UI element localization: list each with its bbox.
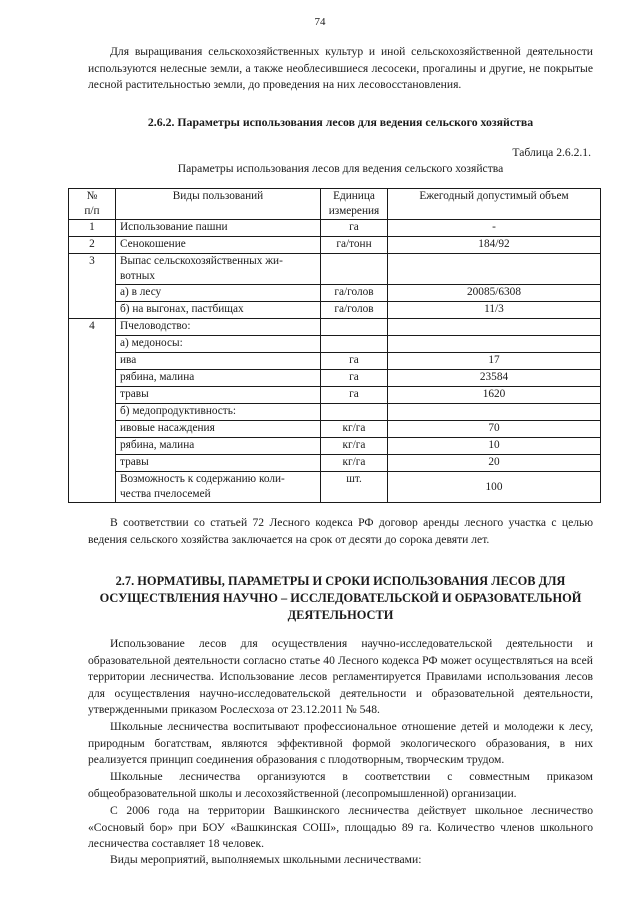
header-kind: Виды пользований	[116, 189, 321, 220]
table-row	[69, 302, 601, 319]
cell-num: 2	[69, 237, 116, 254]
section-2-6-2-title: 2.6.2. Параметры использования лесов для ведения сельского хозяйства	[147, 115, 534, 129]
cell-unit: га/тонн	[321, 237, 388, 254]
cell-kind-line2: чества пчелосемей	[120, 488, 211, 500]
cell-num: 3	[69, 254, 116, 285]
table-row	[69, 336, 601, 353]
cell-num-empty	[69, 285, 116, 302]
cell-kind-line1: Выпас сельскохозяйственных жи-	[120, 255, 283, 267]
cell-volume: 10	[388, 438, 601, 455]
cell-kind: ивовые насаждения	[116, 421, 321, 438]
cell-volume-empty	[388, 254, 601, 285]
cell-unit-empty	[321, 336, 388, 353]
cell-unit: га	[321, 220, 388, 237]
cell-num-empty	[69, 353, 116, 370]
cell-kind	[116, 254, 321, 285]
cell-unit: га/голов	[321, 285, 388, 302]
cell-num-empty	[69, 438, 116, 455]
cell-volume: 100	[388, 472, 601, 503]
header-unit-line2: измерения	[328, 205, 380, 217]
cell-volume: 20085/6308	[388, 285, 601, 302]
table-row	[69, 353, 601, 370]
cell-unit: кг/га	[321, 421, 388, 438]
cell-volume: 184/92	[388, 237, 601, 254]
table-row	[69, 237, 601, 254]
header-num-line2: п/п	[84, 205, 100, 217]
cell-unit-empty	[321, 319, 388, 336]
table-row	[69, 472, 601, 503]
cell-num: 4	[69, 319, 116, 336]
cell-volume: 17	[388, 353, 601, 370]
header-unit	[321, 189, 388, 220]
cell-unit: кг/га	[321, 455, 388, 472]
section-2-7-title: 2.7. НОРМАТИВЫ, ПАРАМЕТРЫ И СРОКИ ИСПОЛЬЗОВАНИЯ ЛЕСОВ ДЛЯ ОСУЩЕСТВЛЕНИЯ НАУЧНО – ИССЛЕДОВАТЕЛЬСКОЙ И ОБРАЗОВАТЕЛЬНОЙ ДЕЯТЕЛЬНОСТИ	[99, 574, 582, 622]
cell-num-empty	[69, 472, 116, 503]
cell-kind: Использование пашни	[116, 220, 321, 237]
cell-kind: б) медопродуктивность:	[116, 404, 321, 421]
cell-volume: 70	[388, 421, 601, 438]
table-row	[69, 421, 601, 438]
vashka-forestry-paragraph: С 2006 года на территории Вашкинского лесничества действует школьное лесничество «Сосновый бор» при БОУ «Вашкинская СОШ», площадью 89 га. Количество членов школьного лесничества составляет 18 человек.	[88, 804, 593, 850]
cell-volume-empty	[388, 319, 601, 336]
table-row	[69, 285, 601, 302]
table-row	[69, 455, 601, 472]
cell-volume: 1620	[388, 387, 601, 404]
cell-kind: б) на выгонах, пастбищах	[116, 302, 321, 319]
cell-kind-line2: вотных	[120, 270, 155, 282]
cell-num-empty	[69, 387, 116, 404]
cell-num-empty	[69, 455, 116, 472]
cell-volume: 11/3	[388, 302, 601, 319]
cell-kind: рябина, малина	[116, 370, 321, 387]
cell-kind: а) медоносы:	[116, 336, 321, 353]
cell-volume-empty	[388, 404, 601, 421]
table-row	[69, 370, 601, 387]
activities-paragraph: Виды мероприятий, выполняемых школьными лесничествами:	[110, 853, 422, 866]
cell-unit-empty	[321, 254, 388, 285]
header-num	[69, 189, 116, 220]
research-paragraph: Использование лесов для осуществления научно-исследовательской деятельности и образовательной деятельности согласно статье 40 Лесного кодекса РФ может осуществляться на всей территории лесничества. Использование лесов регламентируется Правилами использования лесов для осуществления научно-исследовательской деятельности и образовательной деятельности, утвержденными приказом Рослесхоза от 23.12.2011 № 548.	[88, 637, 593, 716]
intro-paragraph: Для выращивания сельскохозяйственных культур и иной сельскохозяйственной деятельности используются нелесные земли, а также необлесившиеся лесосеки, прогалины и другие, не покрытые лесной растительностью земли, до проведения на них лесовосстановления.	[88, 45, 593, 91]
page-number: 74	[314, 16, 326, 28]
table-row	[69, 404, 601, 421]
cell-kind: Пчеловодство:	[116, 319, 321, 336]
school-forestry-paragraph: Школьные лесничества воспитывают профессиональное отношение детей и молодежи к лесу, природным богатствам, являются эффективной формой экологического образования, в них реализуется принцип соединения образования с плодотворным, творческим трудом.	[88, 720, 593, 766]
table-row	[69, 387, 601, 404]
cell-kind: Сенокошение	[116, 237, 321, 254]
cell-volume: 23584	[388, 370, 601, 387]
table-row	[69, 319, 601, 336]
cell-unit: шт.	[321, 472, 388, 503]
cell-kind: а) в лесу	[116, 285, 321, 302]
cell-num-empty	[69, 404, 116, 421]
header-unit-line1: Единица	[333, 190, 375, 202]
cell-num-empty	[69, 421, 116, 438]
cell-kind: травы	[116, 455, 321, 472]
agriculture-parameters-table	[68, 188, 601, 503]
lease-paragraph: В соответствии со статьей 72 Лесного кодекса РФ договор аренды лесного участка с целью ведения сельского хозяйства заключается на срок от десяти до сорока девяти лет.	[88, 516, 593, 546]
table-header-row	[69, 189, 601, 220]
table-row	[69, 220, 601, 237]
table-title: Параметры использования лесов для ведения сельского хозяйства	[177, 162, 504, 175]
cell-num-empty	[69, 336, 116, 353]
cell-unit: га	[321, 387, 388, 404]
table-row	[69, 254, 601, 285]
cell-kind-line1: Возможность к содержанию коли-	[120, 473, 285, 485]
cell-unit: га	[321, 353, 388, 370]
cell-unit: кг/га	[321, 438, 388, 455]
cell-unit: га	[321, 370, 388, 387]
organization-paragraph: Школьные лесничества организуются в соответствии с совместным приказом общеобразовательной школы и лесохозяйственной (лесопромышленной) организации.	[88, 770, 593, 800]
cell-kind: травы	[116, 387, 321, 404]
cell-unit: га/голов	[321, 302, 388, 319]
cell-volume: 20	[388, 455, 601, 472]
cell-kind: рябина, малина	[116, 438, 321, 455]
header-volume: Ежегодный допустимый объем	[388, 189, 601, 220]
cell-num-empty	[69, 370, 116, 387]
cell-volume: -	[388, 220, 601, 237]
cell-kind: ива	[116, 353, 321, 370]
cell-unit-empty	[321, 404, 388, 421]
cell-kind	[116, 472, 321, 503]
table-row	[69, 438, 601, 455]
header-num-line1: №	[86, 190, 98, 202]
cell-volume-empty	[388, 336, 601, 353]
cell-num-empty	[69, 302, 116, 319]
cell-num: 1	[69, 220, 116, 237]
table-label: Таблица 2.6.2.1.	[512, 146, 591, 159]
